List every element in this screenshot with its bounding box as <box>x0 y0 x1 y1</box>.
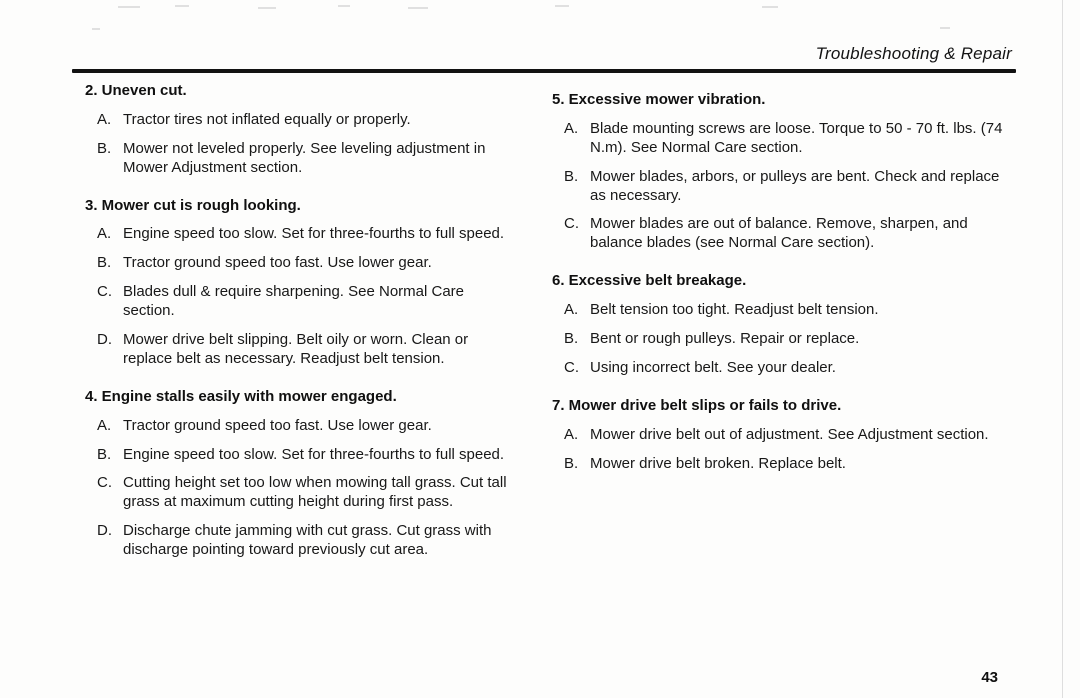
item-text: Blade mounting screws are loose. Torque to 50 - 70 ft. lbs. (74 N.m). See Normal Care section. <box>590 119 1003 156</box>
item-text: Discharge chute jamming with cut grass. Cut grass with discharge pointing toward previously cut area. <box>123 522 492 559</box>
scan-artifact <box>762 6 778 8</box>
column-right <box>552 82 1017 579</box>
item-letter: B. <box>97 254 112 272</box>
item-letter: B. <box>564 454 579 472</box>
section-heading: 5. Excessive mower vibration. <box>552 91 766 108</box>
item-letter: C. <box>564 215 579 233</box>
list-item <box>97 111 530 130</box>
section-heading: 6. Excessive belt breakage. <box>552 272 747 290</box>
item-text: Engine speed too slow. Set for three-fourths to full speed. <box>123 445 505 463</box>
scan-artifact <box>408 7 428 9</box>
section-belt-slips <box>552 397 1017 474</box>
section-belt-breakage <box>552 272 1017 378</box>
list-item <box>564 215 1017 253</box>
item-letter: D. <box>97 522 112 540</box>
header-rule <box>72 69 1016 73</box>
item-text: Mower drive belt broken. Replace belt. <box>590 454 846 472</box>
list-item <box>564 330 1017 349</box>
page-header-title: Troubleshooting & Repair <box>815 44 1012 63</box>
scan-artifact <box>338 5 350 7</box>
list-item <box>97 225 530 244</box>
item-text: Tractor ground speed too fast. Use lower gear. <box>123 254 432 272</box>
item-text: Mower drive belt out of adjustment. See Adjustment section. <box>590 425 989 443</box>
list-item <box>564 426 1017 445</box>
section-uneven-cut <box>85 82 530 178</box>
item-text: Tractor tires not inflated equally or properly. <box>123 110 411 128</box>
item-text: Mower blades, arbors, or pulleys are bent. Check and replace as necessary. <box>590 167 1000 204</box>
list-item <box>97 283 530 321</box>
item-text: Using incorrect belt. See your dealer. <box>590 358 836 376</box>
scan-artifact <box>258 7 276 9</box>
item-letter: B. <box>97 445 112 463</box>
item-text: Bent or rough pulleys. Repair or replace. <box>590 330 860 348</box>
item-text: Blades dull & require sharpening. See Normal Care section. <box>123 283 465 320</box>
item-letter: B. <box>97 139 112 157</box>
list-item <box>97 446 530 465</box>
item-text: Mower not leveled properly. See leveling adjustment in Mower Adjustment section. <box>123 139 486 176</box>
list-item <box>97 522 530 560</box>
section-heading: 3. Mower cut is rough looking. <box>85 196 301 214</box>
item-text: Mower drive belt slipping. Belt oily or worn. Clean or replace belt as necessary. Readjust belt tension. <box>123 331 469 367</box>
scan-edge-line <box>1062 0 1063 698</box>
list-item <box>564 359 1017 378</box>
item-letter: A. <box>97 110 112 128</box>
item-text: Mower blades are out of balance. Remove, sharpen, and balance blades (see Normal Care section). <box>590 215 968 252</box>
section-heading: 4. Engine stalls easily with mower engaged. <box>85 387 397 405</box>
list-item <box>564 120 1017 158</box>
item-letter: C. <box>564 358 579 376</box>
item-letter: C. <box>97 283 112 301</box>
scan-artifact <box>555 5 569 7</box>
item-letter: C. <box>97 474 112 492</box>
item-letter: A. <box>564 119 579 137</box>
list-item <box>564 168 1017 206</box>
item-letter: B. <box>564 330 579 348</box>
scan-artifact <box>92 28 100 30</box>
list-item <box>97 417 530 436</box>
scan-artifact <box>118 6 140 8</box>
section-mower-vibration <box>552 91 1017 253</box>
item-letter: A. <box>97 225 112 243</box>
item-text: Tractor ground speed too fast. Use lower gear. <box>123 416 432 434</box>
section-engine-stalls <box>85 388 530 560</box>
item-letter: A. <box>564 425 579 443</box>
list-item <box>97 254 530 273</box>
section-heading: 7. Mower drive belt slips or fails to drive. <box>552 396 842 414</box>
section-heading: 2. Uneven cut. <box>85 82 187 99</box>
item-text: Engine speed too slow. Set for three-fourths to full speed. <box>123 225 505 243</box>
item-letter: A. <box>97 416 112 434</box>
item-letter: A. <box>564 301 579 319</box>
item-letter: B. <box>564 167 579 185</box>
page-number: 43 <box>981 669 998 686</box>
list-item <box>564 301 1017 320</box>
list-item <box>97 474 530 512</box>
item-letter: D. <box>97 331 112 349</box>
item-text: Belt tension too tight. Readjust belt tension. <box>590 301 879 319</box>
list-item <box>97 331 530 369</box>
scan-artifact <box>940 27 950 29</box>
list-item <box>97 140 530 178</box>
item-text: Cutting height set too low when mowing tall grass. Cut tall grass at maximum cutting height during first pass. <box>123 474 507 511</box>
content-columns <box>85 82 1017 579</box>
column-left <box>85 82 530 579</box>
list-item <box>564 455 1017 474</box>
scan-artifact <box>175 5 189 7</box>
section-rough-cut <box>85 197 530 369</box>
